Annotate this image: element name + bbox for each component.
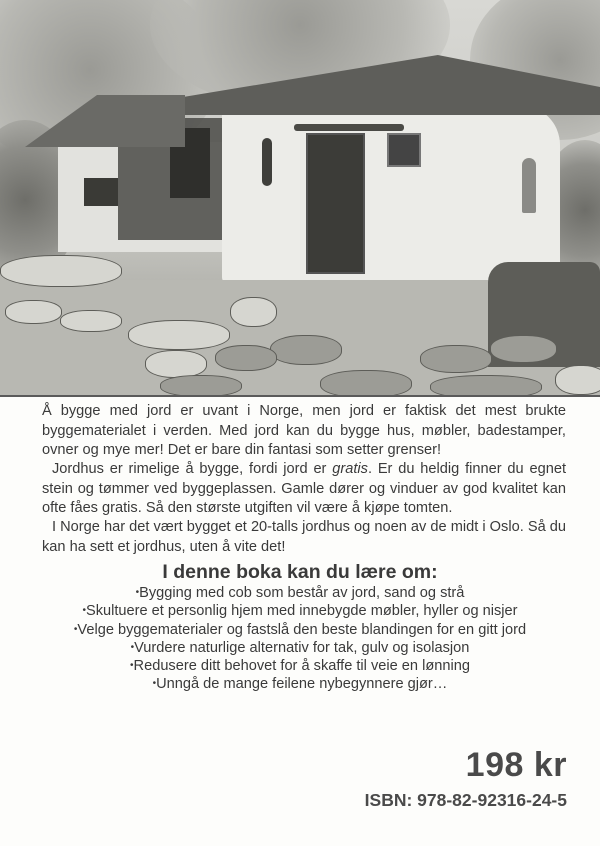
house-cob-wall [222,105,560,285]
stone [420,345,492,373]
stone [0,255,122,287]
stone [555,365,600,395]
wing-window [84,178,118,206]
isbn: ISBN: 978-82-92316-24-5 [364,790,567,810]
learn-list [0,585,600,695]
list-item: • Vurdere naturlige alternativ for tak, gulv og isolasjon [0,640,600,658]
list-item: • Unngå de mange feilene nybegynnere gjør… [0,676,600,694]
stone [215,345,277,371]
stone [5,300,62,324]
side-niche-window [522,158,536,213]
intro-paragraph [42,460,566,519]
stone [60,310,122,332]
stone [145,350,207,378]
house-door [306,133,365,274]
stone [160,375,242,396]
stone [490,335,557,363]
stone [430,375,542,396]
list-item: • Velge byggematerialer og fastslå den beste blandingen for en gitt jord [0,622,600,640]
list-item: • Redusere ditt behovet for å skaffe til veie en lønning [0,658,600,676]
lintel-beam [294,124,404,131]
emphasis-text: gratis [332,461,368,477]
photo-border [0,395,600,397]
slit-window [262,138,272,186]
list-item: • Skultuere et personlig hjem med innebygde møbler, hyller og nisjer [0,603,600,621]
cover-photo [0,0,600,396]
list-item: • Bygging med cob som består av jord, sand og strå [0,585,600,603]
house-window [387,133,421,167]
paragraph-text: Jordhus er rimelige å bygge, fordi jord er [52,461,333,477]
stone [230,297,277,327]
intro-paragraph [42,402,566,461]
stone [270,335,342,365]
intro-paragraph [42,518,566,557]
stone [320,370,412,396]
price: 198 kr [465,746,567,784]
stone [128,320,230,350]
learn-heading: I denne boka kan du lære om: [162,561,438,583]
paragraph-text: Å bygge med jord er uvant i Norge, men jord er faktisk det mest brukte byggematerialet i verden. Med jord kan du bygge hus, møbler, badestamper, ovner og mye mer! Det er bare din fantasi som setter grenser! [42,403,566,458]
paragraph-text: I Norge har det vært bygget et 20-talls jordhus og noen av de midt i Oslo. Så du kan ha sett et jordhus, uten å vite det! [42,519,566,555]
paragraph-text: . Er du heldig finner du egnet stein og tømmer ved byggeplassen. Gamle dører og vinduer av god kvalitet kan ofte fåes gratis. Så den største utgiften vil være å kjøpe tomten. [42,461,566,516]
